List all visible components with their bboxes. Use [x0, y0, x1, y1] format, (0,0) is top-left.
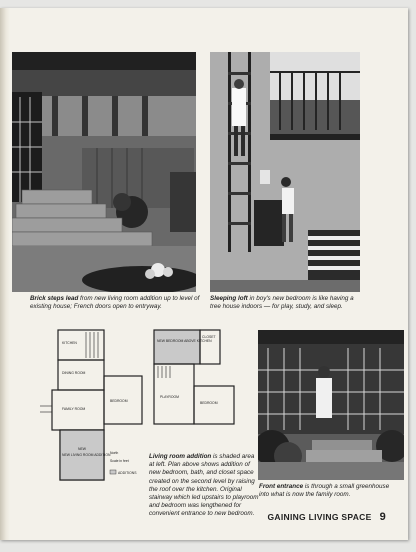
photo-sleeping-loft	[210, 52, 360, 292]
caption-living-room-addition-text: is shaded area at left. Plan above shows addition of new bedroom, bath, and closet space created on the second level by raising the roof over the kitchen. Original stairway which led upstairs to playroom and bedroom was lengthened for convenient entrance to new bedroom.	[149, 453, 259, 518]
page-spine-shadow	[0, 8, 10, 540]
caption-brick-steps-lead: Brick steps lead	[30, 295, 79, 302]
photo-brick-steps	[12, 52, 196, 292]
floor-plan-ground	[38, 326, 146, 486]
caption-brick-steps	[30, 295, 200, 311]
page-footer	[268, 511, 387, 523]
label-playroom: PLAYROOM	[160, 395, 179, 399]
caption-front-entrance-text: is through a small greenhouse into what is now the family room.	[259, 483, 390, 499]
page-number: 9	[379, 511, 386, 523]
label-new-living: NEW LIVING ROOM ADDITION	[62, 453, 111, 457]
caption-front-entrance	[259, 483, 401, 499]
label-bedroom-upper: BEDROOM	[200, 401, 218, 405]
label-scale: Scale in feet	[110, 459, 129, 463]
label-closet: CLOSET	[202, 335, 216, 339]
caption-living-room-addition-lead: Living room addition	[149, 453, 212, 460]
caption-sleeping-loft-lead: Sleeping loft	[210, 295, 248, 302]
label-bedroom-ground: BEDROOM	[110, 399, 128, 403]
caption-front-entrance-lead: Front entrance	[259, 483, 304, 490]
label-additions: ADDITIONS	[118, 471, 137, 475]
section-title: GAINING LIVING SPACE	[267, 512, 372, 522]
caption-living-room-addition	[149, 453, 259, 519]
label-kitchen: KITCHEN	[62, 341, 77, 345]
label-dining: DINING ROOM	[62, 371, 86, 375]
label-new-bedroom: NEW BEDROOM ABOVE KITCHEN	[157, 339, 212, 343]
magazine-page	[0, 8, 408, 540]
floor-plan-upper	[148, 326, 248, 436]
photo-front-entrance	[258, 330, 404, 480]
label-north: North	[110, 451, 119, 455]
label-family: FAMILY ROOM	[62, 407, 86, 411]
caption-sleeping-loft	[210, 295, 360, 311]
label-new: NEW	[78, 447, 86, 451]
caption-brick-steps-text: from new living room addition up to level of existing house; French doors open to entryway.	[30, 295, 200, 311]
caption-sleeping-loft-text: in boy's new bedroom is like having a tree house indoors — for play, study, and sleep.	[210, 295, 354, 311]
